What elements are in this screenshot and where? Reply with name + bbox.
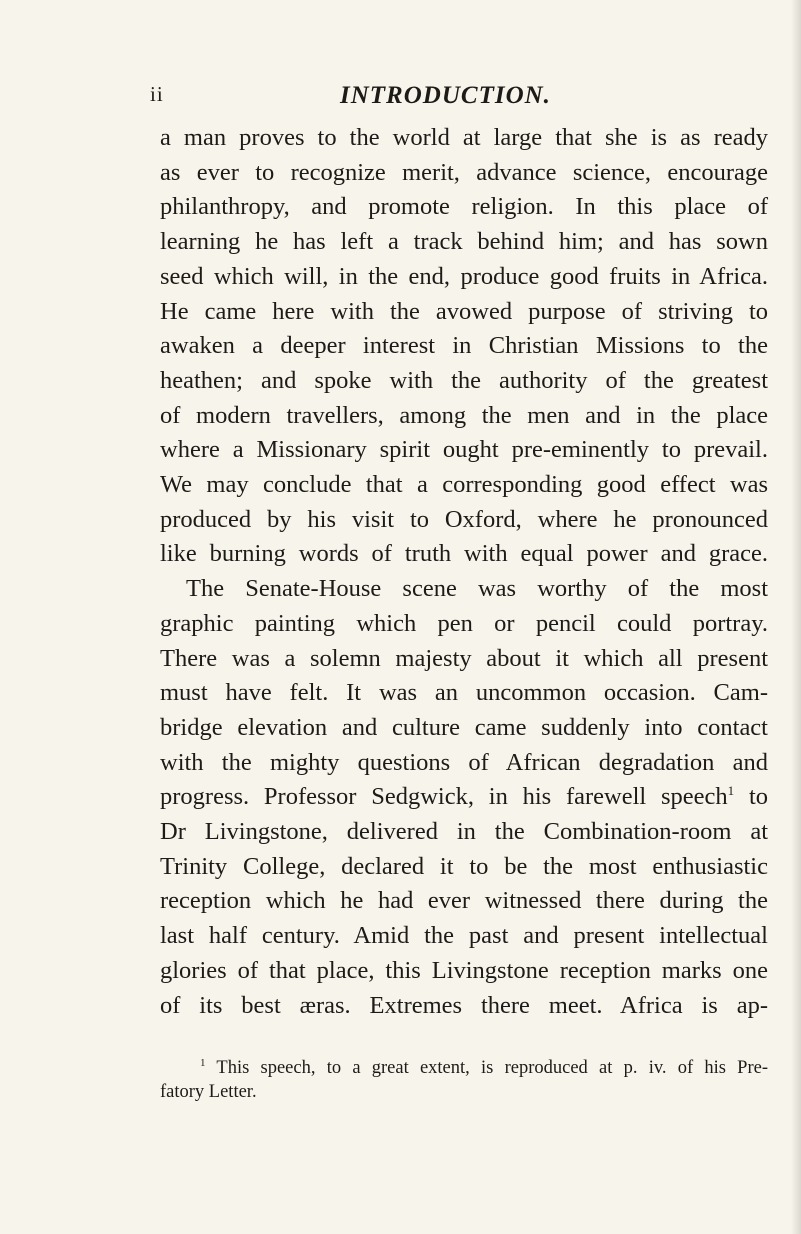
text-line: The Senate-House scene was worthy of the most [186, 575, 768, 603]
text-line: last half century. Amid the past and present intellectual [160, 922, 768, 950]
page-edge-shadow [791, 0, 801, 1234]
text-line-with-footnote-ref [160, 780, 768, 815]
text-line: heathen; and spoke with the authority of the greatest [160, 366, 768, 394]
text-line: There was a solemn majesty about it which all present [160, 644, 768, 672]
text-line: of modern travellers, among the men and in the place [160, 401, 768, 429]
page-number: ii [150, 82, 164, 106]
text-line: seed which will, in the end, produce good fruits in Africa. [160, 262, 768, 290]
text-line: must have felt. It was an uncommon occasion. Cam- [160, 679, 768, 707]
text-line: philanthropy, and promote religion. In this place of [160, 193, 768, 221]
text-line: awaken a deeper interest in Christian Missions to the [160, 332, 768, 360]
text-line: a man proves to the world at large that she is as ready [160, 124, 768, 151]
text-line: Dr Livingstone, delivered in the Combination-room at [160, 818, 768, 846]
footnote [160, 1056, 768, 1104]
text-line: We may conclude that a corresponding good effect was [160, 471, 768, 499]
footnote-line: fatory Letter. [160, 1082, 257, 1102]
text-line: bridge elevation and culture came suddenly into contact [160, 713, 768, 741]
text-line: reception which he had ever witnessed there during the [160, 887, 768, 915]
text-line: Trinity College, declared it to be the most enthusiastic [160, 852, 768, 880]
text-line: where a Missionary spirit ought pre-eminently to prevail. [160, 436, 768, 464]
body-text [160, 121, 768, 1023]
text-line: produced by his visit to Oxford, where he pronounced [160, 505, 768, 533]
text-fragment: progress. Professor Sedgwick, in his farewell speech [160, 783, 728, 811]
footnote-line [160, 1056, 768, 1080]
text-line: like burning words of truth with equal power and grace. [160, 540, 768, 568]
text-line: glories of that place, this Livingstone reception marks one [160, 956, 768, 984]
text-line: as ever to recognize merit, advance science, encourage [160, 158, 768, 186]
text-line: of its best æras. Extremes there meet. Africa is ap- [160, 991, 768, 1019]
text-line: with the mighty questions of African degradation and [160, 748, 768, 776]
footnote-reference: 1 [727, 783, 735, 799]
running-head: INTRODUCTION. [340, 82, 551, 109]
text-line: learning he has left a track behind him; and has sown [160, 228, 768, 256]
footnote-marker: 1 [200, 1057, 206, 1069]
text-line: He came here with the avowed purpose of striving to [160, 297, 768, 325]
text-fragment: to [748, 783, 768, 811]
text-line: graphic painting which pen or pencil could portray. [160, 609, 768, 637]
footnote-text: This speech, to a great extent, is reproduced at p. iv. of his Pre- [216, 1058, 769, 1078]
page-header [0, 82, 801, 118]
